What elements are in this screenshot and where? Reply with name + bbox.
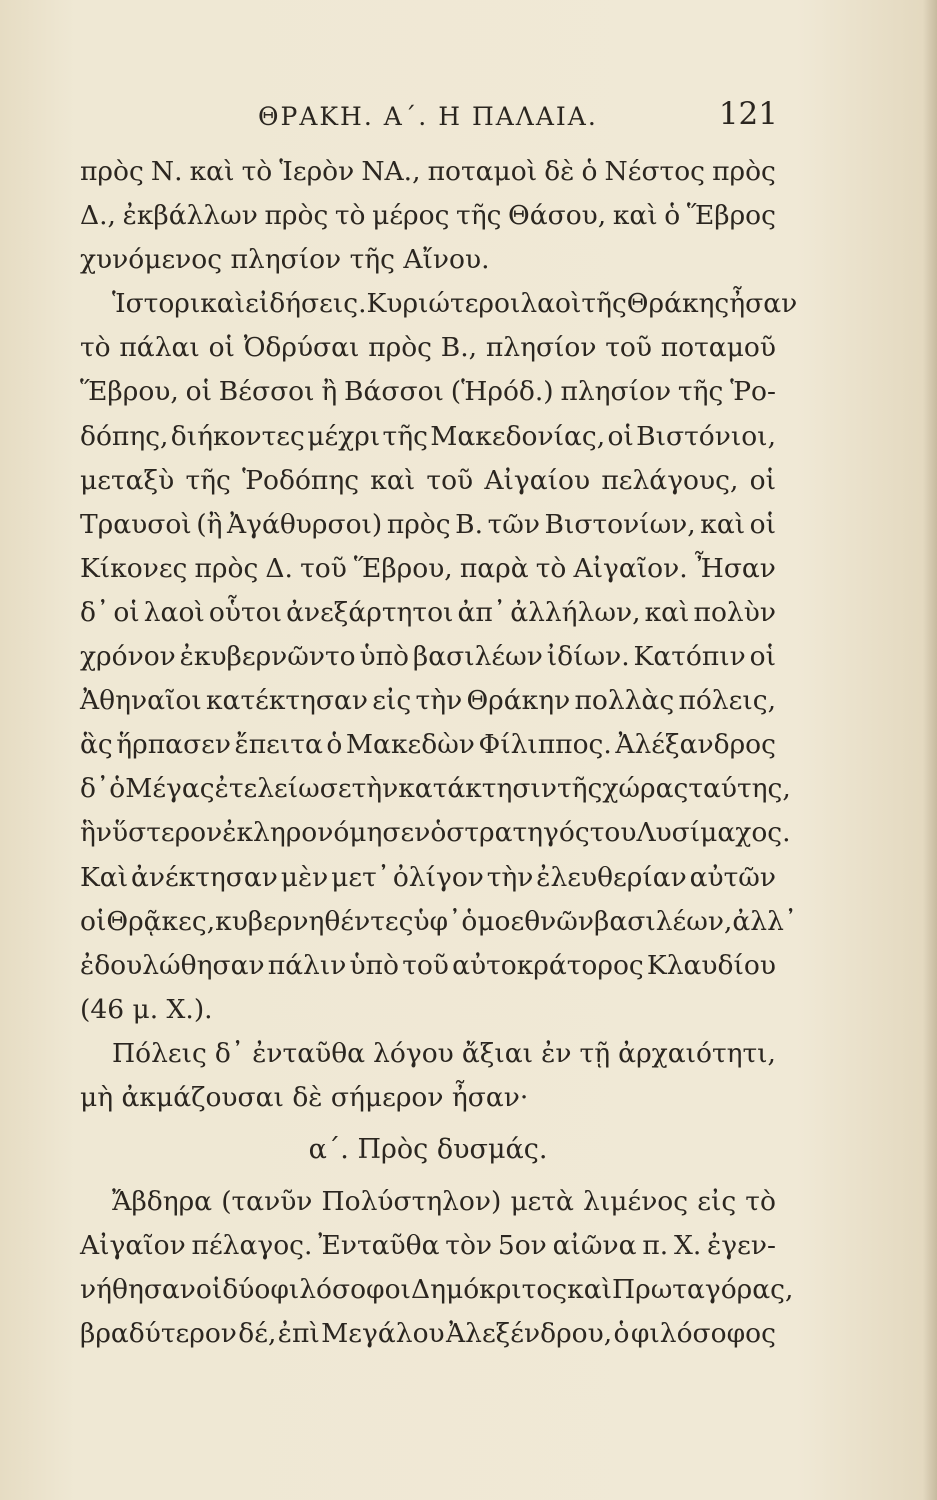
text-line: ἃς ἥρπασεν ἔπειτα ὁ Μακεδὼν Φίλιππος. Ἀλέξανδρος [80,729,776,761]
text-line: Καὶ ἀνέκτησαν μὲν μετ᾽ ὀλίγον τὴν ἐλευθερίαν αὐτῶν [80,861,776,893]
text-line: τὸ πάλαι οἱ Ὀδρύσαι πρὸς Β., πλησίον τοῦ ποταμοῦ [80,332,776,364]
body-text [80,150,798,1356]
text-line: δόπης, διήκοντες μέχρι τῆς Μακεδονίας, οἱ Βιστόνιοι, [80,420,776,452]
text-line: ἣν ὕστερον ἐκληρονόμησεν ὁ στρατηγός του Λυσίμαχος. [80,817,791,849]
text-block-before-heading [80,150,798,1120]
text-line: Δ., ἐκβάλλων πρὸς τὸ μέρος τῆς Θάσου, καὶ ὁ Ἕβρος [80,200,776,232]
text-line: ἐδουλώθησαν πάλιν ὑπὸ τοῦ αὐτοκράτορος Κλαυδίου [80,949,776,981]
text-line: μεταξὺ τῆς Ῥοδόπης καὶ τοῦ Αἰγαίου πελάγους, οἱ [80,464,776,496]
text-line: δ᾽ ὁ Μέγας ἐτελείωσε τὴν κατάκτησιν τῆς χώρας ταύτης, [80,773,791,805]
text-line: πρὸς Ν. καὶ τὸ Ἱερὸν ΝΑ., ποταμοὶ δὲ ὁ Νέστος πρὸς [80,156,776,187]
text-line: (46 μ. Χ.). [80,993,213,1025]
text-line: Ἕβρου, οἱ Βέσσοι ἢ Βάσσοι (Ἡρόδ.) πλησίον τῆς Ῥο- [80,376,776,408]
text-line: δ᾽ οἱ λαοὶ οὗτοι ἀνεξάρτητοι ἀπ᾽ ἀλλήλων, καὶ πολὺν [80,596,776,628]
page-header [258,96,778,140]
text-line: οἱ Θρᾷκες, κυβερνηθέντες ὑφ᾽ ὁμοεθνῶν βασιλέων, ἀλλ᾽ [80,905,798,937]
text-line: χρόνον ἐκυβερνῶντο ὑπὸ βασιλέων ἰδίων. Κατόπιν οἱ [80,641,776,673]
text-line: χυνόμενος πλησίον τῆς Αἴνου. [80,244,490,276]
text-line: Τραυσοὶ (ἢ Ἀγάθυρσοι) πρὸς Β. τῶν Βιστονίων, καὶ οἱ [80,508,776,540]
section-heading: α΄. Πρὸς δυσμάς. [308,1134,548,1166]
text-line: Ἀθηναῖοι κατέκτησαν εἰς τὴν Θράκην πολλὰς πόλεις, [80,685,776,717]
text-line: μὴ ἀκμάζουσαι δὲ σήμερον ἦσαν· [80,1081,529,1113]
text-line: Κίκονες πρὸς Δ. τοῦ Ἕβρου, παρὰ τὸ Αἰγαῖον. Ἦσαν [80,552,776,584]
text-line: Ἄβδηρα (τανῦν Πολύστηλον) μετὰ λιμένος εἰς τὸ [112,1186,776,1218]
page-edge-shadow [923,0,937,1500]
text-line: Ἱστορικαὶ εἰδήσεις. Κυριώτεροι λαοὶ τῆς Θράκης ἦσαν [112,288,798,320]
text-block-after-heading [80,1180,794,1356]
page-number: 121 [718,96,778,132]
running-head: ΘΡΑΚΗ. Α΄. Η ΠΑΛΑΙΑ. [258,102,598,131]
text-line: βραδύτερον δέ, ἐπὶ Μεγάλου Ἀλεξένδρου, ὁ φιλόσοφος [80,1318,776,1350]
text-line: Αἰγαῖον πέλαγος. Ἐνταῦθα τὸν 5ον αἰῶνα π. Χ. ἐγεν- [80,1230,776,1262]
text-line: νήθησαν οἱ δύο φιλόσοφοι Δημόκριτος καὶ Πρωταγόρας, [80,1274,794,1306]
text-line: Πόλεις δ᾽ ἐνταῦθα λόγου ἄξιαι ἐν τῇ ἀρχαιότητι, [112,1037,776,1069]
